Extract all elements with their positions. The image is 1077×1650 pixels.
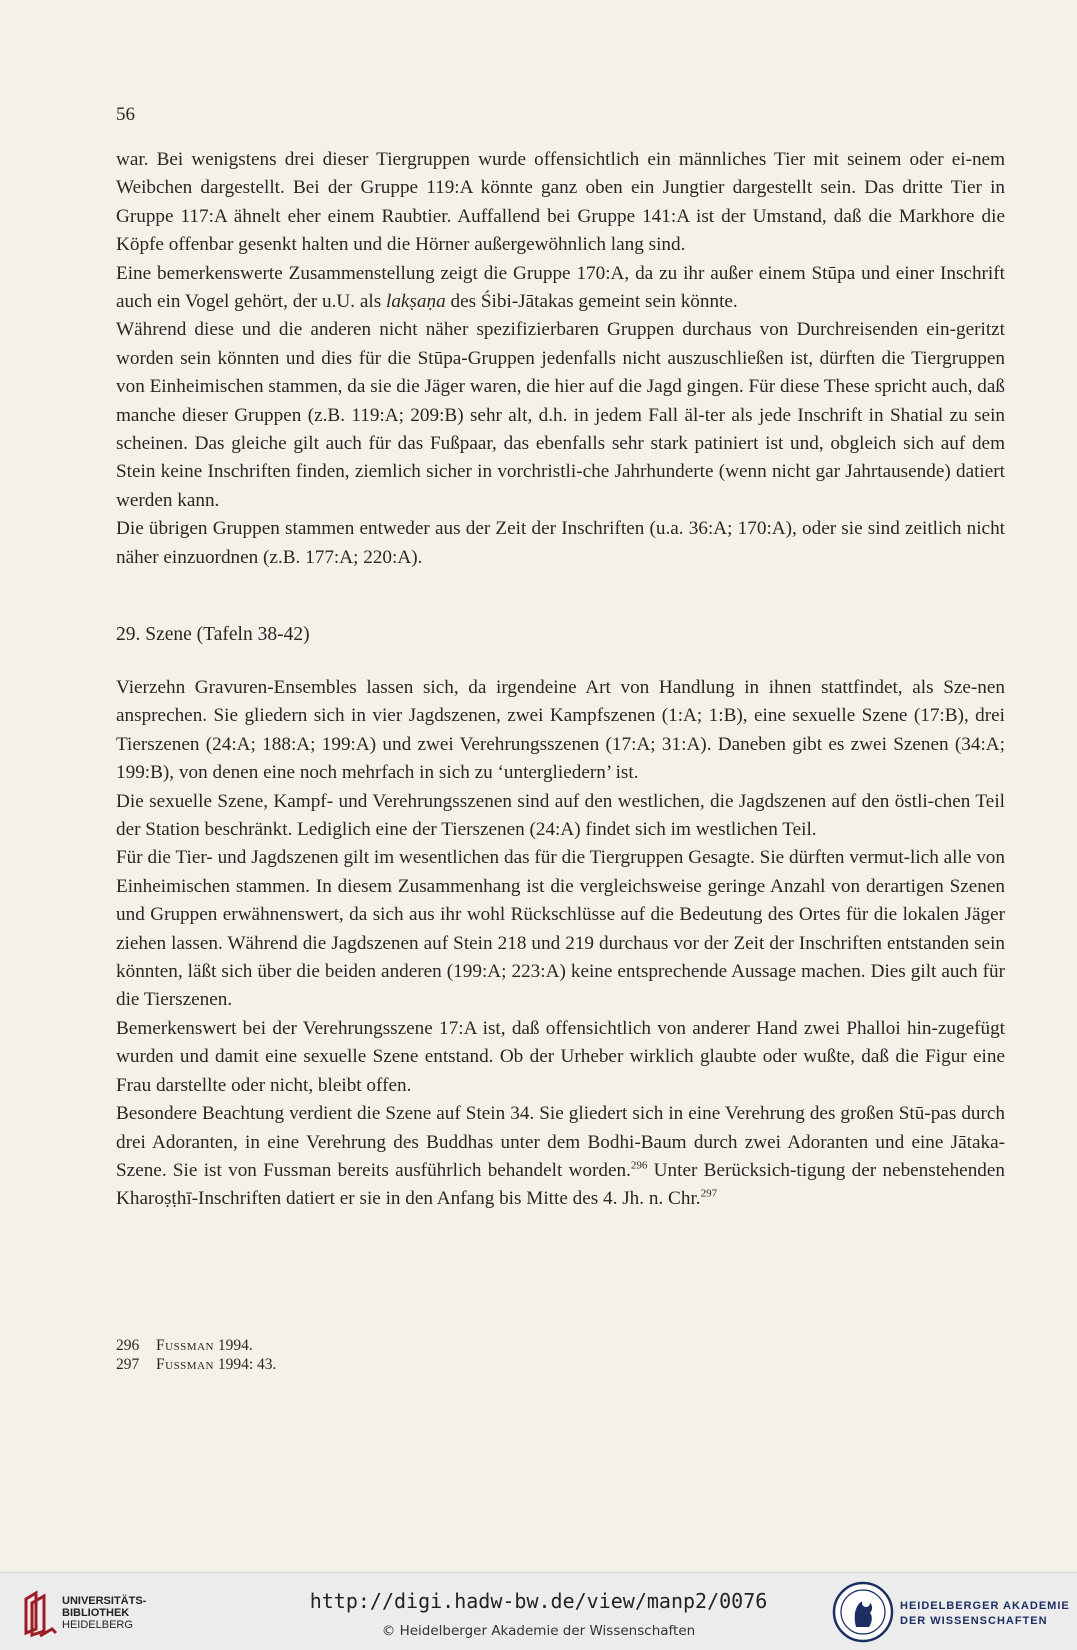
paragraph: Die übrigen Gruppen stammen entweder aus der Zeit der Inschriften (u.a. 36:A; 170:A), oder sie sind zeitlich nicht näher einzuordnen (z.B. 177:A; 220:A).: [116, 518, 1005, 568]
footnotes: [116, 1336, 276, 1374]
paragraph: Vierzehn Gravuren-Ensembles lassen sich, da irgendeine Art von Handlung in ihnen stattfindet, als Sze-nen ansprechen. Sie gliedern sich in vier Jagdszenen, zwei Kampfszenen (1:A; 1:B), eine sexuelle Szene (17:B), drei Tierszenen (24:A; 188:A; 199:A) und zwei Verehrungsszenen (17:A; 31:A). Daneben gibt es zwei Szenen (34:A; 199:B), von denen eine noch mehrfach in sich zu ‘untergliedern’ ist.: [116, 677, 1005, 784]
paragraph-text: Eine bemerkenswerte Zusammenstellung zeigt die Gruppe 170:A, da zu ihr außer einem Stūpa und einer Inschrift auch ein Vogel gehört, der u.U. als: [116, 262, 1005, 313]
footnote: [116, 1336, 276, 1355]
footnote-number: 297: [116, 1356, 140, 1373]
footnote-ref-text: 1994.: [217, 1337, 253, 1354]
footnote-ref[interactable]: 297: [700, 1187, 718, 1200]
library-name-line: BIBLIOTHEK: [62, 1607, 130, 1619]
library-name-line: UNIVERSITÄTS-: [62, 1595, 147, 1607]
paragraph: Bemerkenswert bei der Verehrungsszene 17:A ist, daß offensichtlich von anderer Hand zwei Phalloi hin-zugefügt wurden und damit eine sexuelle Szene entstand. Ob der Urheber wirklich glaubte oder wußte, daß die Figur eine Frau darstellte oder nicht, bleibt offen.: [116, 1017, 1005, 1096]
footnote: [116, 1355, 276, 1374]
footnote-author: Fussman: [156, 1337, 214, 1354]
copyright-notice: © Heidelberger Akademie der Wissenschaften: [381, 1623, 696, 1639]
paragraph: Während diese und die anderen nicht näher spezifizierbaren Gruppen durchaus von Durchreisenden ein-geritzt worden sein könnten und dies für die Stūpa-Gruppen jedenfalls nicht auszuschließen ist, dürften die Tiergruppen von Einheimischen stammen, da sie die Jäger waren, die hier auf die Jagd gingen. Für diese These spricht auch, daß manche dieser Gruppen (z.B. 119:A; 209:B) sehr alt, d.h. in jedem Fall äl-ter als jede Inschrift in Shatial zu sein scheinen. Das gleiche gilt auch für das Fußpaar, das ebenfalls sehr stark patiniert ist und, obgleich sich auf dem Stein keine Inschriften finden, ziemlich sicher in vorchristli-che Jahrhunderte (wenn nicht gar Jahrtausende) datiert werden kann.: [116, 319, 1005, 511]
paragraph: [116, 260, 1005, 317]
paragraph-text: des Śibi-Jātakas gemeint sein könnte.: [450, 291, 738, 313]
footnote-ref[interactable]: 296: [630, 1159, 648, 1172]
paragraph: Für die Tier- und Jagdszenen gilt im wesentlichen das für die Tiergruppen Gesagte. Sie dürften vermut-lich alle von Einheimischen stammen. In diesem Zusammenhang ist die vergleichsweise geringe Anzahl von derartigen Szenen und Gruppen erwähnenswert, da sich aus ihr wohl Rückschlüsse auf die Bedeutung des Ortes für die lokalen Jäger ziehen lassen. Während die Jagdszenen auf Stein 218 und 219 durchaus vor der Zeit der Inschriften entstanden sein könnten, läßt sich über die beiden anderen (199:A; 223:A) keine entsprechende Aussage machen. Dies gilt auch für die Tierszenen.: [116, 847, 1005, 1011]
footnote-author: Fussman: [156, 1356, 214, 1373]
section-heading: 29. Szene (Tafeln 38-42): [116, 624, 310, 645]
academy-name: [900, 1599, 1070, 1629]
paragraph: Die sexuelle Szene, Kampf- und Verehrungsszenen sind auf den westlichen, die Jagdszenen auf den östli-chen Teil der Station beschränkt. Lediglich eine der Tierszenen (24:A) findet sich im westlichen Teil.: [116, 790, 1005, 841]
document-url-link[interactable]: http://digi.hadw-bw.de/view/manp2/0076: [309, 1589, 768, 1613]
viewer-footer: [0, 1572, 1077, 1650]
paragraph-text: Unter Berücksich-tigung der nebenstehenden Kharoṣṭhī-Inschriften datiert er sie in den Anfang bis Mitte des 4. Jh. n. Chr.: [116, 1159, 1005, 1210]
page-number: 56: [116, 104, 135, 125]
footnote-ref-text: 1994: 43.: [217, 1356, 277, 1373]
paragraph: war. Bei wenigstens drei dieser Tiergruppen wurde offensichtlich ein männliches Tier mit seinem oder ei-nem Weibchen dargestellt. Bei der Gruppe 119:A könnte ganz oben ein Jungtier dargestellt sein. Das dritte Tier in Gruppe 117:A ähnelt eher einem Raubtier. Auffallend bei Gruppe 141:A ist der Umstand, daß die Markhore die Köpfe offenbar gesenkt halten und die Hörner außergewöhnlich lang sind.: [116, 149, 1005, 256]
section-body-text: [116, 674, 1005, 1214]
body-text: [116, 146, 1005, 572]
paragraph-text: Besondere Beachtung verdient die Szene auf Stein 34. Sie gliedert sich in eine Verehrung des großen Stū-pas durch drei Adoranten, in eine Verehrung des Buddhas unter dem Bodhi-Baum durch zwei Adoranten und eine Jātaka-Szene. Sie ist von Fussman bereits ausführlich behandelt worden.: [116, 1103, 1005, 1181]
library-name-line: HEIDELBERG: [62, 1619, 133, 1631]
academy-name-line: DER WISSENSCHAFTEN: [900, 1615, 1048, 1627]
paragraph: [116, 1100, 1005, 1214]
academy-seal-icon[interactable]: [832, 1581, 894, 1643]
italic-term: lakṣaṇa: [385, 291, 446, 313]
academy-name-line: HEIDELBERGER AKADEMIE: [900, 1600, 1070, 1612]
footnote-number: 296: [116, 1337, 140, 1354]
